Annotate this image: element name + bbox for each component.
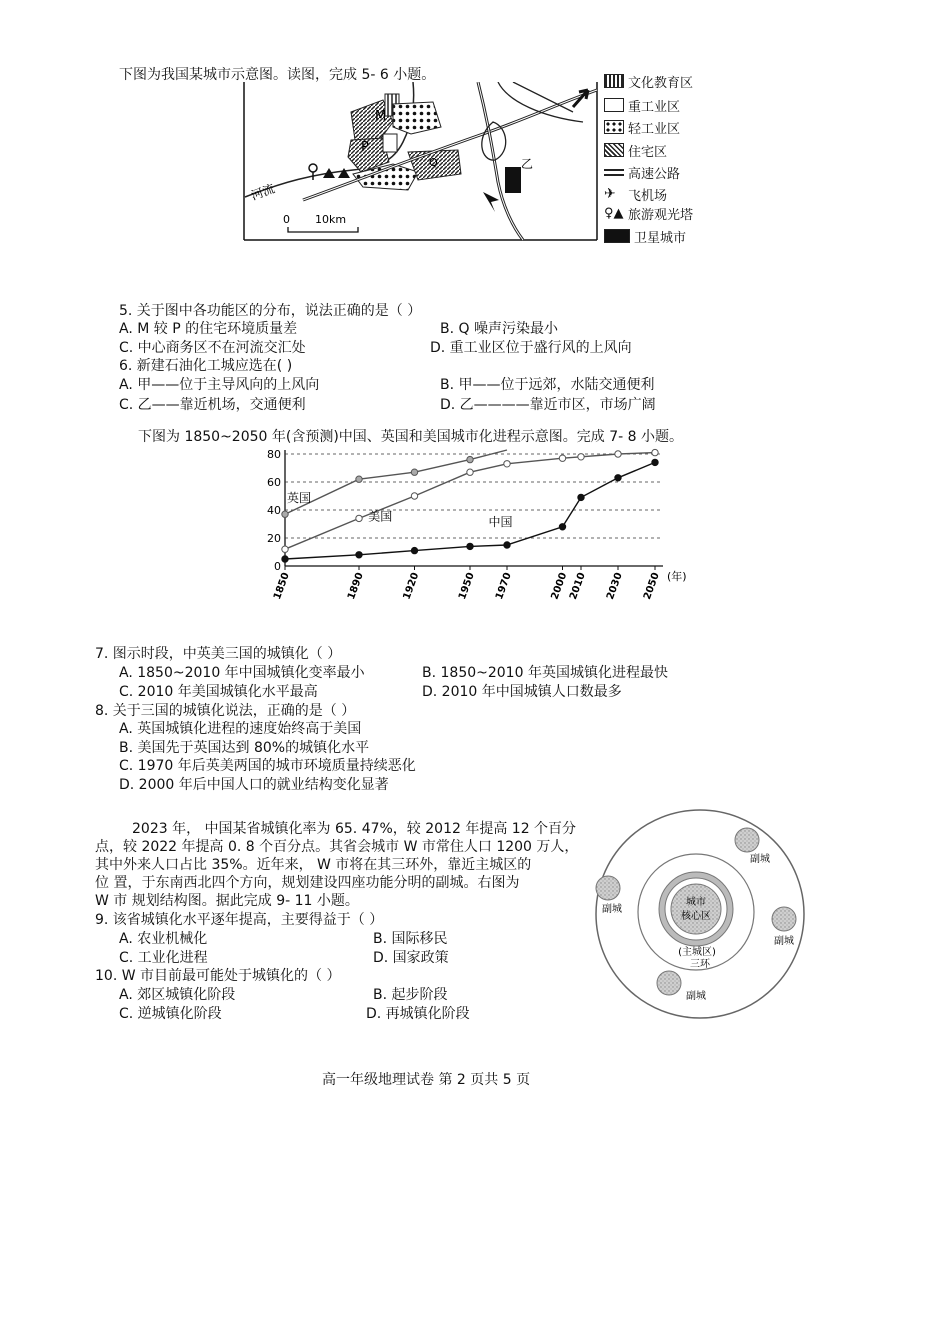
satellite-city-marker bbox=[505, 167, 521, 193]
third-ring-label: 三环 bbox=[690, 959, 710, 970]
series-line-美国 bbox=[285, 453, 655, 550]
city-map bbox=[243, 82, 598, 242]
q5-option-c: C. 中心商务区不在河流交汇处 bbox=[119, 340, 306, 356]
q6-stem: 6. 新建石油化工城应选在( ) bbox=[119, 358, 293, 374]
legend-tower: ♀▲ 旅游观光塔 bbox=[604, 205, 694, 223]
data-point-英国 bbox=[356, 476, 362, 482]
x-axis-unit: (年) bbox=[667, 570, 687, 583]
q8-stem: 8. 关于三国的城镇化说法，正确的是（ ） bbox=[95, 703, 356, 719]
data-point-英国 bbox=[411, 469, 417, 475]
q9-option-d: D. 国家政策 bbox=[373, 950, 449, 966]
sub-city-e-label: 副城 bbox=[774, 936, 794, 947]
legend-heavy-industry: 重工业区 bbox=[604, 94, 680, 116]
q10-stem: 10. W 市目前最可能处于城镇化的（ ） bbox=[95, 968, 341, 984]
core-label-2: 核心区 bbox=[681, 911, 711, 922]
tower-legend-icon: ♀▲ bbox=[604, 205, 624, 221]
series-label-中国: 中国 bbox=[488, 515, 513, 529]
q6-option-d: D. 乙————靠近市区，市场广阔 bbox=[440, 397, 656, 413]
data-point-中国 bbox=[282, 556, 288, 562]
series-label-英国: 英国 bbox=[287, 491, 312, 506]
highway-4 bbox=[513, 82, 573, 112]
q7-option-b: B. 1850~2010 年英国城镇化进程最快 bbox=[422, 665, 668, 681]
tour-tower-icon bbox=[309, 164, 350, 180]
passage-line-3: 其中外来人口占比 35%。近年来， W 市将在其三环外，靠近主城区的 bbox=[95, 857, 532, 873]
map-label-m: M bbox=[375, 109, 387, 124]
sub-city-e bbox=[772, 907, 796, 931]
map-label-river: 河流 bbox=[249, 181, 277, 203]
data-point-美国 bbox=[615, 451, 621, 457]
intro-q7-8: 下图为 1850~2050 年(含预测)中国、英国和美国城市化进程示意图。完成 7- 8 小题。 bbox=[138, 429, 684, 445]
scale-zero: 0 bbox=[283, 213, 290, 226]
data-point-中国 bbox=[467, 543, 473, 549]
sub-city-s bbox=[657, 971, 681, 995]
q10-option-a: A. 郊区城镇化阶段 bbox=[119, 987, 236, 1003]
sub-city-ne-label: 副城 bbox=[750, 854, 770, 865]
data-point-英国 bbox=[467, 456, 473, 462]
y-tick-label: 80 bbox=[267, 448, 281, 461]
q7-stem: 7. 图示时段，中英美三国的城镇化（ ） bbox=[95, 646, 342, 662]
y-tick-label: 40 bbox=[267, 504, 281, 517]
data-point-中国 bbox=[356, 552, 362, 558]
scale-distance: 10km bbox=[315, 213, 347, 226]
q9-option-c: C. 工业化进程 bbox=[119, 950, 208, 966]
map-label-yi: 乙 bbox=[521, 157, 534, 171]
highway-3 bbox=[498, 82, 583, 122]
page-footer: 高一年级地理试卷 第 2 页共 5 页 bbox=[322, 1072, 531, 1088]
data-point-英国 bbox=[282, 511, 288, 517]
main-district-label: (主城区) bbox=[678, 947, 716, 958]
x-tick-label: 1950 bbox=[456, 571, 477, 602]
data-point-中国 bbox=[652, 459, 658, 465]
passage-line-4: 位 置，于东南西北四个方向，规划建设四座功能分明的副城。右图为 bbox=[95, 875, 520, 891]
legend-highway: 高速公路 bbox=[604, 161, 680, 183]
data-point-美国 bbox=[467, 469, 473, 475]
x-tick-label: 1970 bbox=[493, 571, 514, 602]
legend-light-industry: 轻工业区 bbox=[604, 116, 680, 138]
legend-satellite-city: 卫星城市 bbox=[604, 225, 686, 247]
series-label-美国: 美国 bbox=[368, 509, 393, 524]
q9-option-a: A. 农业机械化 bbox=[119, 931, 208, 947]
passage-line-5: W 市 规划结构图。据此完成 9- 11 小题。 bbox=[95, 893, 359, 909]
x-tick-label: 1890 bbox=[345, 571, 366, 602]
q9-option-b: B. 国际移民 bbox=[373, 931, 448, 947]
data-point-美国 bbox=[356, 515, 362, 521]
passage-line-1: 2023 年， 中国某省城镇化率为 65. 47%，较 2012 年提高 12 个百分 bbox=[132, 821, 577, 837]
q5-stem: 5. 关于图中各功能区的分布，说法正确的是（ ） bbox=[119, 303, 422, 319]
q10-option-b: B. 起步阶段 bbox=[373, 987, 448, 1003]
q9-stem: 9. 该省城镇化水平逐年提高，主要得益于（ ） bbox=[95, 912, 384, 928]
intro-q5-6: 下图为我国某城市示意图。读图，完成 5- 6 小题。 bbox=[119, 67, 436, 83]
sub-city-s-label: 副城 bbox=[686, 991, 706, 1002]
data-point-中国 bbox=[411, 547, 417, 553]
data-point-中国 bbox=[615, 475, 621, 481]
map-label-p: P bbox=[361, 140, 369, 155]
sub-city-ne bbox=[735, 828, 759, 852]
q6-option-b: B. 甲——位于远郊，水陆交通便利 bbox=[440, 377, 655, 393]
sub-city-w bbox=[596, 876, 620, 900]
q6-option-c: C. 乙——靠近机场，交通便利 bbox=[119, 397, 306, 413]
urbanization-chart bbox=[255, 444, 715, 604]
data-point-中国 bbox=[559, 524, 565, 530]
x-tick-label: 2050 bbox=[641, 571, 662, 602]
q7-option-c: C. 2010 年美国城镇化水平最高 bbox=[119, 684, 318, 700]
x-tick-label: 1850 bbox=[271, 571, 292, 602]
map-label-q: Q bbox=[429, 156, 438, 169]
q6-option-a: A. 甲——位于主导风向的上风向 bbox=[119, 377, 320, 393]
airport-icon bbox=[483, 192, 499, 212]
y-tick-label: 0 bbox=[274, 560, 281, 573]
sub-city-w-label: 副城 bbox=[602, 904, 622, 915]
y-tick-label: 20 bbox=[267, 532, 281, 545]
data-point-美国 bbox=[282, 546, 288, 552]
legend-residential: 住宅区 bbox=[604, 139, 667, 161]
data-point-美国 bbox=[578, 454, 584, 460]
q8-option-c: C. 1970 年后英美两国的城市环境质量持续恶化 bbox=[119, 758, 416, 774]
light-industry-zone-north bbox=[393, 102, 441, 134]
data-point-中国 bbox=[578, 494, 584, 500]
x-tick-label: 2030 bbox=[604, 571, 625, 602]
x-tick-label: 2010 bbox=[567, 571, 588, 602]
q8-option-d: D. 2000 年后中国人口的就业结构变化显著 bbox=[119, 777, 389, 793]
q10-option-c: C. 逆城镇化阶段 bbox=[119, 1006, 222, 1022]
q7-option-d: D. 2010 年中国城镇人口数最多 bbox=[422, 684, 622, 700]
core-district bbox=[671, 884, 721, 934]
highway-2 bbox=[478, 82, 523, 240]
passage-line-2: 点，较 2022 年提高 0. 8 个百分点。其省会城市 W 市常住人口 1200 万人， bbox=[95, 839, 579, 855]
core-label-1: 城市 bbox=[686, 897, 706, 908]
x-tick-label: 2000 bbox=[549, 571, 570, 602]
legend-airport: ✈ 飞机场 bbox=[604, 186, 668, 204]
cbd-zone bbox=[383, 134, 397, 152]
x-tick-label: 1920 bbox=[401, 571, 422, 602]
data-point-美国 bbox=[652, 449, 658, 455]
data-point-中国 bbox=[504, 542, 510, 548]
scale-bar bbox=[288, 227, 358, 232]
data-point-美国 bbox=[559, 455, 565, 461]
data-point-美国 bbox=[411, 493, 417, 499]
q5-option-a: A. M 较 P 的住宅环境质量差 bbox=[119, 321, 298, 337]
q7-option-a: A. 1850~2010 年中国城镇化变率最小 bbox=[119, 665, 365, 681]
airport-legend-icon: ✈ bbox=[604, 186, 616, 202]
data-point-美国 bbox=[504, 461, 510, 467]
y-tick-label: 60 bbox=[267, 476, 281, 489]
city-structure-diagram bbox=[592, 806, 808, 1022]
q5-option-d: D. 重工业区位于盛行风的上风向 bbox=[430, 340, 632, 356]
q5-option-b: B. Q 噪声污染最小 bbox=[440, 321, 558, 337]
q10-option-d: D. 再城镇化阶段 bbox=[366, 1006, 470, 1022]
q8-option-b: B. 美国先于英国达到 80%的城镇化水平 bbox=[119, 740, 370, 756]
legend-education: 文化教育区 bbox=[604, 72, 693, 90]
q8-option-a: A. 英国城镇化进程的速度始终高于美国 bbox=[119, 721, 362, 737]
